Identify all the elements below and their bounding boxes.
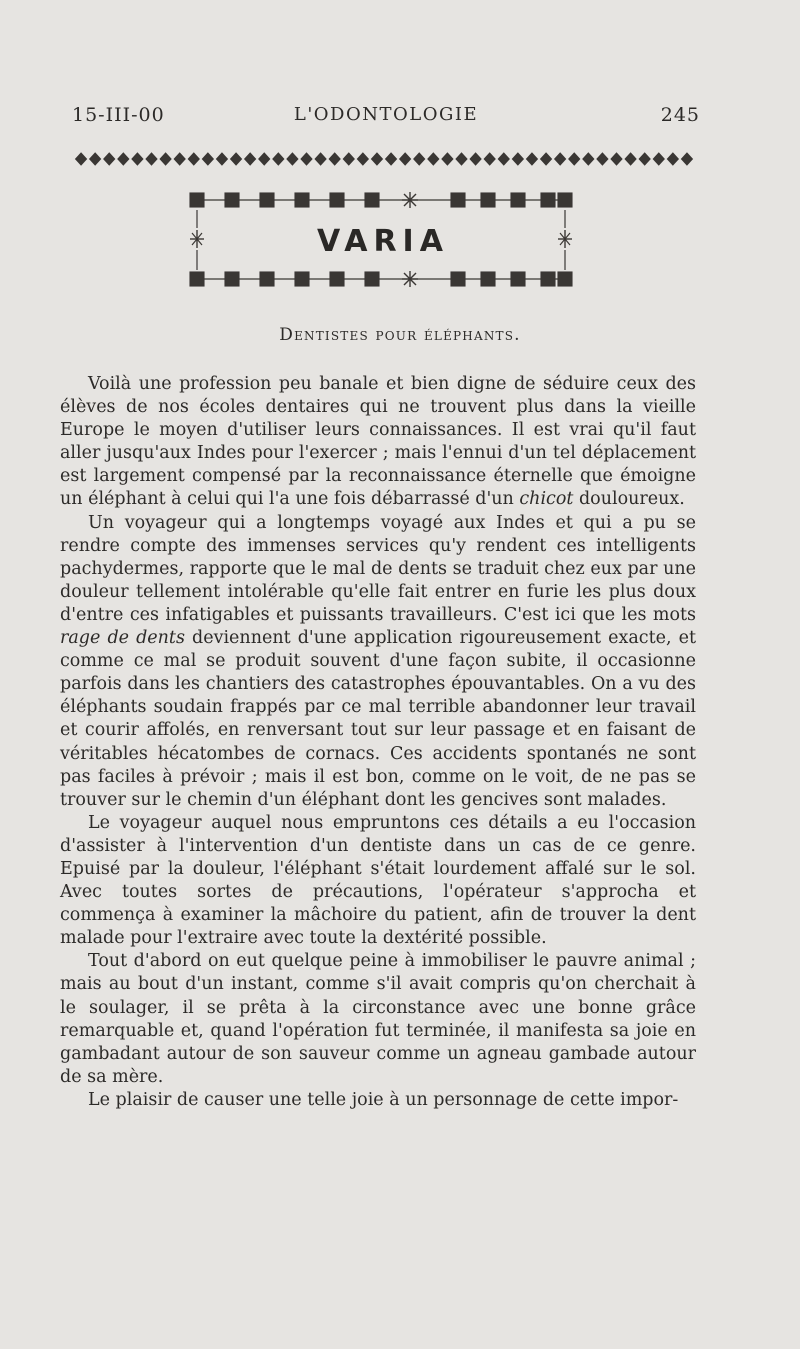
paragraph-2: Un voyageur qui a longtemps voyagé aux Indes et qui a pu se rendre compte des immenses services qu'y rendent ces intelligents pachydermes, rapporte que le mal de dents se traduit chez eux par une douleur tellement intolérable qu'elle fait entrer en furie les plus doux d'entre ces infatigables et puissants travailleurs. C'est ici que les mots rage de dents deviennent d'une application rigoureusement exacte, et comme ce mal se produit souvent d'une façon subite, il occasionne parfois dans les chantiers des catastrophes épouvantables. On a vu des éléphants soudain frappés par ce mal terrible abandonner leur travail et courir affolés, en renversant tout sur leur passage et en faisant de véritables hécatombes de cornacs. Ces accidents spontanés ne sont pas faciles à prévoir ; mais il est bon, comme on le voit, de ne pas se trouver sur le chemin d'un éléphant dont les gencives sont malades.	[60, 512, 697, 810]
diamond-mark	[343, 153, 354, 165]
diamond-mark	[541, 153, 552, 165]
diamond-mark	[273, 153, 284, 165]
article-body	[60, 373, 696, 1112]
diamond-mark	[76, 153, 87, 165]
diamond-mark	[611, 153, 622, 165]
diamond-mark	[555, 153, 566, 165]
diamond-mark	[456, 153, 467, 165]
diamond-mark	[597, 153, 608, 165]
diamond-mark	[667, 153, 678, 165]
diamond-mark	[188, 153, 199, 165]
diamond-mark	[132, 153, 143, 165]
diamond-mark	[216, 153, 227, 165]
diamond-mark	[202, 153, 213, 165]
diamond-mark	[569, 153, 580, 165]
journal-title: L'ODONTOLOGIE	[293, 104, 479, 125]
diamond-mark	[160, 153, 171, 165]
varia-ornament-frame	[188, 188, 578, 292]
diamond-rule-ornament	[74, 150, 694, 168]
diamond-mark	[118, 153, 129, 165]
diamond-mark	[428, 153, 439, 165]
diamond-mark	[259, 153, 270, 165]
paragraph-5: Le plaisir de causer une telle joie à un personnage de cette impor-	[88, 1089, 679, 1110]
diamond-mark	[470, 153, 481, 165]
diamond-mark	[146, 153, 157, 165]
diamond-mark	[498, 153, 509, 165]
diamond-mark	[681, 153, 692, 165]
diamond-mark	[245, 153, 256, 165]
issue-date: 15-III-00	[72, 104, 165, 126]
diamond-mark	[301, 153, 312, 165]
diamond-mark	[357, 153, 368, 165]
diamond-mark	[231, 153, 242, 165]
varia-title: VARIA	[317, 224, 449, 259]
diamond-mark	[386, 153, 397, 165]
star-ornament	[402, 192, 418, 208]
running-head	[72, 104, 700, 134]
diamond-mark	[104, 153, 115, 165]
diamond-mark	[583, 153, 594, 165]
star-ornament	[402, 271, 418, 287]
diamond-mark	[174, 153, 185, 165]
diamond-mark	[90, 153, 101, 165]
diamond-mark	[512, 153, 523, 165]
article-title: Dentistes pour éléphants.	[279, 325, 521, 345]
paragraph-3: Le voyageur auquel nous empruntons ces détails a eu l'occasion d'assister à l'intervention d'un dentiste dans un cas de ce genre. Epuisé par la douleur, l'éléphant s'était lourdement affalé sur le sol. Avec toutes sortes de précautions, l'opérateur s'approcha et commença à examiner la mâchoire du patient, afin de trouver la dent malade pour l'extraire avec toute la dextérité possible.	[60, 812, 696, 949]
paragraph-1: Voilà une profession peu banale et bien digne de séduire ceux des élèves de nos écoles dentaires qui ne trouvent plus dans la vieille Europe le moyen d'utiliser leurs connaissances. Il est vrai qu'il faut aller jusqu'aux Indes pour l'exercer ; mais l'ennui d'un tel déplacement est largement compensé par la reconnaissance éternelle que émoigne un éléphant à celui qui l'a une fois débarrassé d'un chicot douloureux.	[60, 374, 696, 510]
diamond-mark	[639, 153, 650, 165]
diamond-mark	[371, 153, 382, 165]
diamond-mark	[625, 153, 636, 165]
diamond-mark	[315, 153, 326, 165]
page-number: 245	[660, 104, 700, 126]
diamond-mark	[400, 153, 411, 165]
diamond-mark	[526, 153, 537, 165]
paragraph-4: Tout d'abord on eut quelque peine à immobiliser le pauvre animal ; mais au bout d'un instant, comme s'il avait compris qu'on cherchait à le soulager, il se prêta à la circonstance avec une bonne grâce remarquable et, quand l'opération fut terminée, il manifesta sa joie en gambadant autour de son sauveur comme un agneau gambade autour de sa mère.	[60, 951, 696, 1087]
diamond-mark	[414, 153, 425, 165]
diamond-mark	[329, 153, 340, 165]
diamond-mark	[653, 153, 664, 165]
diamond-mark	[287, 153, 298, 165]
diamond-mark	[442, 153, 453, 165]
diamond-mark	[484, 153, 495, 165]
